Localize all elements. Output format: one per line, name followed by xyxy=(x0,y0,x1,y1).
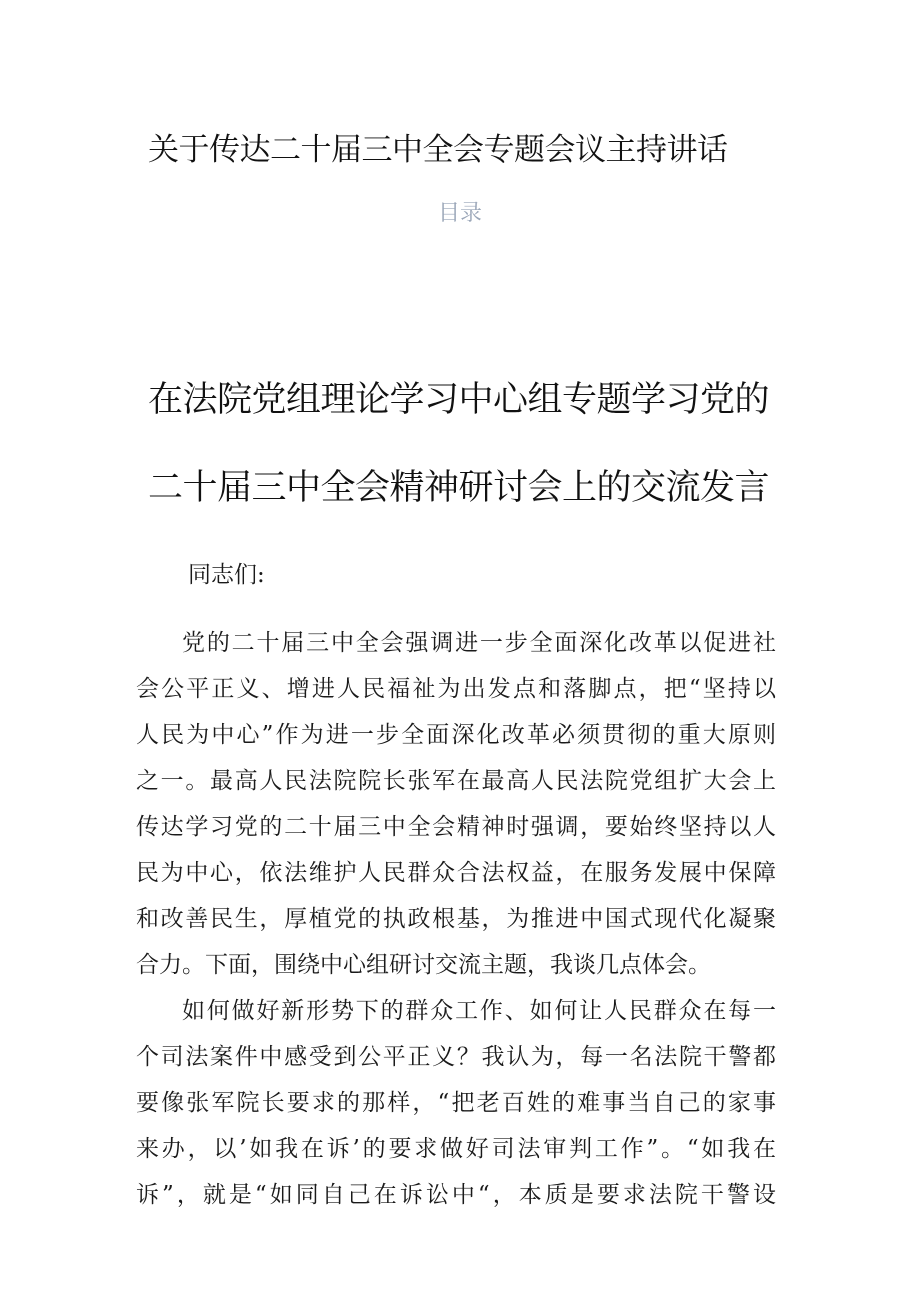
salutation: 同志们: xyxy=(188,562,265,588)
paragraph-line: 如何做好新形势下的群众工作、如何让人民群众在每一 xyxy=(182,998,776,1024)
paragraph-line: 之一。最高人民法院院长张军在最高人民法院党组扩大会上 xyxy=(136,768,776,794)
paragraph-line: 个司法案件中感受到公平正义？我认为，每一名法院干警都 xyxy=(136,1044,776,1070)
paragraph-line: 和改善民生，厚植党的执政根基，为推进中国式现代化凝聚 xyxy=(136,906,776,932)
paragraph-line: 来办，以’如我在诉’的要求做好司法审判工作”。“如我在 xyxy=(136,1136,776,1162)
paragraph-line: 会公平正义、增进人民福祉为出发点和落脚点，把“坚持以 xyxy=(136,676,776,702)
paragraph-line: 人民为中心”作为进一步全面深化改革必须贯彻的重大原则 xyxy=(136,722,776,748)
speech-heading-line-2: 二十届三中全会精神研讨会上的交流发言 xyxy=(148,468,770,508)
paragraph-1 xyxy=(136,620,776,988)
paragraph-2 xyxy=(136,988,776,1218)
paragraph-line: 民为中心，依法维护人民群众合法权益，在服务发展中保障 xyxy=(136,860,776,886)
paragraph-line: 诉”，就是“如同自己在诉讼中“，本质是要求法院干警设 xyxy=(136,1182,776,1208)
speech-heading-line-1: 在法院党组理论学习中心组专题学习党的 xyxy=(148,380,770,420)
paragraph-line: 党的二十届三中全会强调进一步全面深化改革以促进社 xyxy=(182,630,776,656)
table-of-contents-label: 目录 xyxy=(437,201,482,226)
paragraph-line: 传达学习党的二十届三中全会精神时强调，要始终坚持以人 xyxy=(136,814,776,840)
paragraph-line: 要像张军院长要求的那样，“把老百姓的难事当自己的家事 xyxy=(136,1090,776,1116)
document-title: 关于传达二十届三中全会专题会议主持讲话 xyxy=(148,132,728,168)
paragraph-line: 合力。下面，围绕中心组研讨交流主题，我谈几点体会。 xyxy=(136,952,711,978)
